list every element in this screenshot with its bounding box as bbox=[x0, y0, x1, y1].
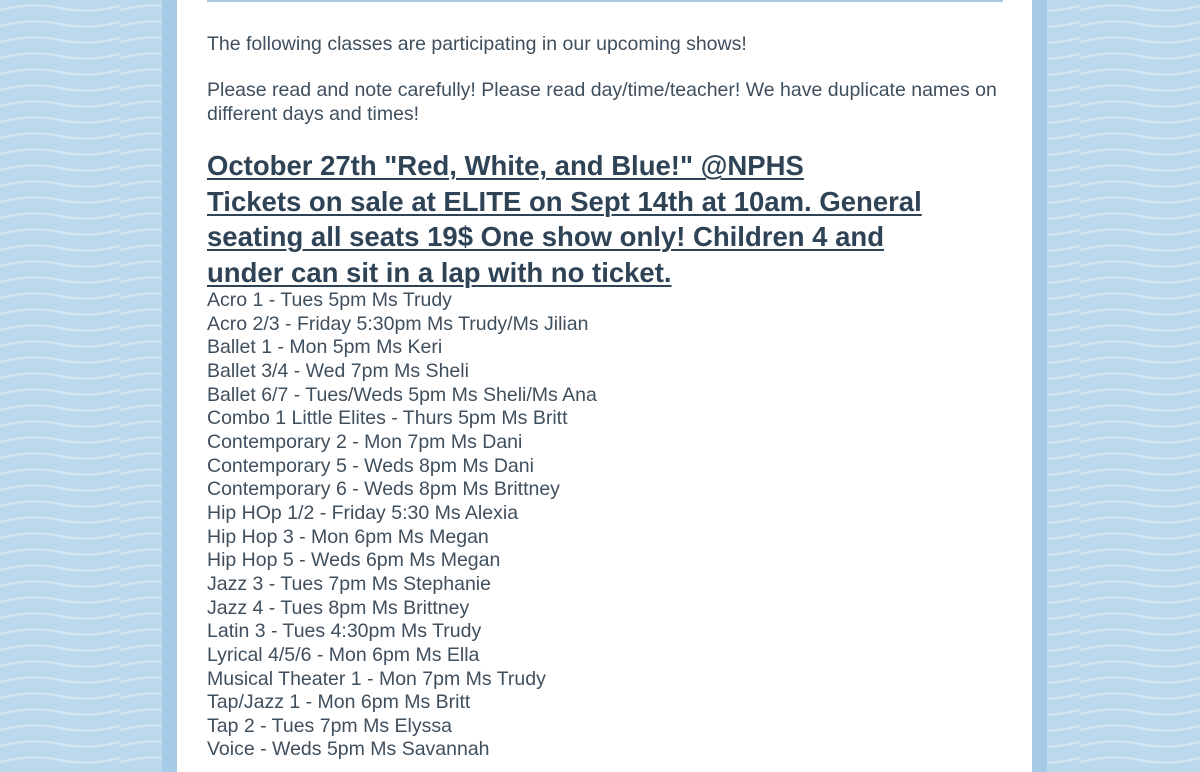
class-list-item: Jazz 3 - Tues 7pm Ms Stephanie bbox=[207, 572, 491, 595]
top-divider bbox=[207, 0, 1003, 2]
headline-line: October 27th "Red, White, and Blue!" @NPHS bbox=[207, 150, 804, 181]
note-text: Please read and note carefully! Please read day/time/teacher! We have duplicate names on different days and times! bbox=[207, 79, 997, 125]
class-list-item: Acro 2/3 - Friday 5:30pm Ms Trudy/Ms Jilian bbox=[207, 312, 589, 335]
class-list-item: Voice - Weds 5pm Ms Savannah bbox=[207, 738, 490, 761]
class-list-item: Jazz 4 - Tues 8pm Ms Brittney bbox=[207, 596, 470, 619]
class-list-item: Ballet 3/4 - Wed 7pm Ms Sheli bbox=[207, 359, 469, 382]
class-list-item: Lyrical 4/5/6 - Mon 6pm Ms Ella bbox=[207, 643, 480, 666]
class-list-item: Contemporary 5 - Weds 8pm Ms Dani bbox=[207, 454, 534, 477]
class-list-item: Musical Theater 1 - Mon 7pm Ms Trudy bbox=[207, 667, 546, 690]
class-list bbox=[207, 289, 597, 762]
class-list-item: Hip HOp 1/2 - Friday 5:30 Ms Alexia bbox=[207, 501, 519, 524]
intro-text: The following classes are participating in our upcoming shows! bbox=[207, 33, 747, 55]
headline-line: under can sit in a lap with no ticket. bbox=[207, 256, 672, 288]
class-list-item: Acro 1 - Tues 5pm Ms Trudy bbox=[207, 289, 452, 311]
headline-line: seating all seats 19$ One show only! Children 4 and bbox=[207, 221, 884, 252]
class-list-item: Hip Hop 3 - Mon 6pm Ms Megan bbox=[207, 525, 489, 548]
class-list-item: Tap/Jazz 1 - Mon 6pm Ms Britt bbox=[207, 691, 471, 714]
email-content bbox=[177, 0, 1032, 772]
headline-line: Tickets on sale at ELITE on Sept 14th at 10am. General bbox=[207, 185, 922, 217]
class-list-item: Contemporary 6 - Weds 8pm Ms Brittney bbox=[207, 478, 560, 501]
class-list-item: Latin 3 - Tues 4:30pm Ms Trudy bbox=[207, 620, 482, 643]
class-list-item: Ballet 1 - Mon 5pm Ms Keri bbox=[207, 336, 443, 359]
class-list-item: Contemporary 2 - Mon 7pm Ms Dani bbox=[207, 430, 523, 453]
class-list-item: Ballet 6/7 - Tues/Weds 5pm Ms Sheli/Ms Ana bbox=[207, 383, 597, 406]
class-list-item: Combo 1 Little Elites - Thurs 5pm Ms Britt bbox=[207, 407, 568, 430]
class-list-item: Tap 2 - Tues 7pm Ms Elyssa bbox=[207, 714, 452, 737]
class-list-item: Hip Hop 5 - Weds 6pm Ms Megan bbox=[207, 549, 501, 572]
show-headline bbox=[207, 148, 997, 290]
